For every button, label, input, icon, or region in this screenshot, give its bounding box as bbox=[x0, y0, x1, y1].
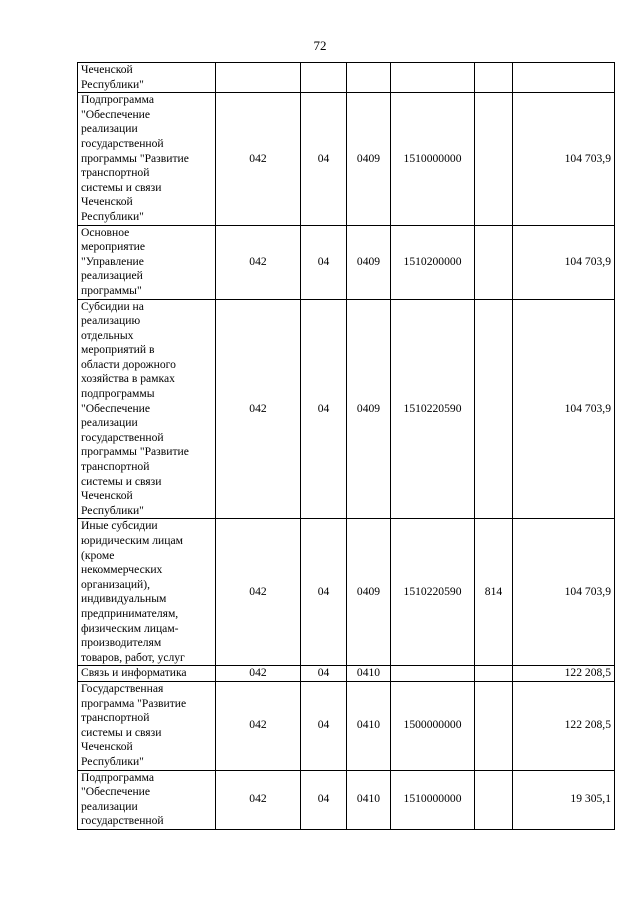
item-name-cell: Связь и информатика bbox=[78, 666, 216, 682]
expense-type-cell bbox=[475, 666, 513, 682]
target-article-cell: 1500000000 bbox=[391, 681, 475, 770]
table-row bbox=[78, 93, 615, 225]
amount-cell: 104 703,9 bbox=[513, 299, 615, 519]
subsection-code-cell: 0409 bbox=[347, 519, 391, 666]
item-name-cell: Государственная программа "Развитие транспортной системы и связи Чеченской Республики" bbox=[78, 681, 216, 770]
target-article-cell: 1510200000 bbox=[391, 225, 475, 299]
item-name-cell: Чеченской Республики" bbox=[78, 63, 216, 93]
subsection-code-cell: 0410 bbox=[347, 681, 391, 770]
target-article-cell bbox=[391, 666, 475, 682]
item-name-cell: Подпрограмма "Обеспечение реализации государственной bbox=[78, 770, 216, 829]
section-code-cell: 04 bbox=[301, 519, 347, 666]
table-row bbox=[78, 666, 615, 682]
target-article-cell: 1510000000 bbox=[391, 770, 475, 829]
expense-type-cell bbox=[475, 93, 513, 225]
amount-cell: 19 305,1 bbox=[513, 770, 615, 829]
section-code-cell: 04 bbox=[301, 681, 347, 770]
admin-code-cell: 042 bbox=[216, 681, 301, 770]
item-name-cell: Субсидии на реализацию отдельных мероприятий в области дорожного хозяйства в рамках подпрограммы "Обеспечение реализации государственной программы "Развитие транспортной системы и связи Чеченской Республики" bbox=[78, 299, 216, 519]
table-row bbox=[78, 770, 615, 829]
expense-type-cell bbox=[475, 63, 513, 93]
section-code-cell: 04 bbox=[301, 225, 347, 299]
section-code-cell: 04 bbox=[301, 770, 347, 829]
admin-code-cell: 042 bbox=[216, 93, 301, 225]
amount-cell: 122 208,5 bbox=[513, 681, 615, 770]
amount-cell: 122 208,5 bbox=[513, 666, 615, 682]
table-row bbox=[78, 225, 615, 299]
amount-cell bbox=[513, 63, 615, 93]
subsection-code-cell: 0410 bbox=[347, 666, 391, 682]
item-name-cell: Основное мероприятие "Управление реализацией программы" bbox=[78, 225, 216, 299]
admin-code-cell: 042 bbox=[216, 666, 301, 682]
table-row bbox=[78, 63, 615, 93]
item-name-cell: Иные субсидии юридическим лицам (кроме некоммерческих организаций), индивидуальным предпринимателям, физическим лицам- производителям товаров, работ, услуг bbox=[78, 519, 216, 666]
expense-type-cell bbox=[475, 225, 513, 299]
budget-table-body bbox=[78, 63, 615, 830]
expense-type-cell bbox=[475, 299, 513, 519]
admin-code-cell: 042 bbox=[216, 225, 301, 299]
subsection-code-cell: 0409 bbox=[347, 299, 391, 519]
section-code-cell: 04 bbox=[301, 299, 347, 519]
admin-code-cell: 042 bbox=[216, 770, 301, 829]
subsection-code-cell: 0409 bbox=[347, 225, 391, 299]
admin-code-cell: 042 bbox=[216, 299, 301, 519]
table-row bbox=[78, 681, 615, 770]
section-code-cell: 04 bbox=[301, 93, 347, 225]
amount-cell: 104 703,9 bbox=[513, 93, 615, 225]
subsection-code-cell: 0409 bbox=[347, 93, 391, 225]
section-code-cell: 04 bbox=[301, 666, 347, 682]
page-number: 72 bbox=[313, 38, 327, 53]
amount-cell: 104 703,9 bbox=[513, 225, 615, 299]
target-article-cell: 1510220590 bbox=[391, 519, 475, 666]
admin-code-cell bbox=[216, 63, 301, 93]
item-name-cell: Подпрограмма "Обеспечение реализации государственной программы "Развитие транспортной системы и связи Чеченской Республики" bbox=[78, 93, 216, 225]
expense-type-cell: 814 bbox=[475, 519, 513, 666]
amount-cell: 104 703,9 bbox=[513, 519, 615, 666]
subsection-code-cell bbox=[347, 63, 391, 93]
expense-type-cell bbox=[475, 770, 513, 829]
expense-type-cell bbox=[475, 681, 513, 770]
admin-code-cell: 042 bbox=[216, 519, 301, 666]
table-row bbox=[78, 519, 615, 666]
subsection-code-cell: 0410 bbox=[347, 770, 391, 829]
section-code-cell bbox=[301, 63, 347, 93]
target-article-cell: 1510000000 bbox=[391, 93, 475, 225]
target-article-cell bbox=[391, 63, 475, 93]
budget-table bbox=[77, 62, 615, 830]
target-article-cell: 1510220590 bbox=[391, 299, 475, 519]
table-row bbox=[78, 299, 615, 519]
